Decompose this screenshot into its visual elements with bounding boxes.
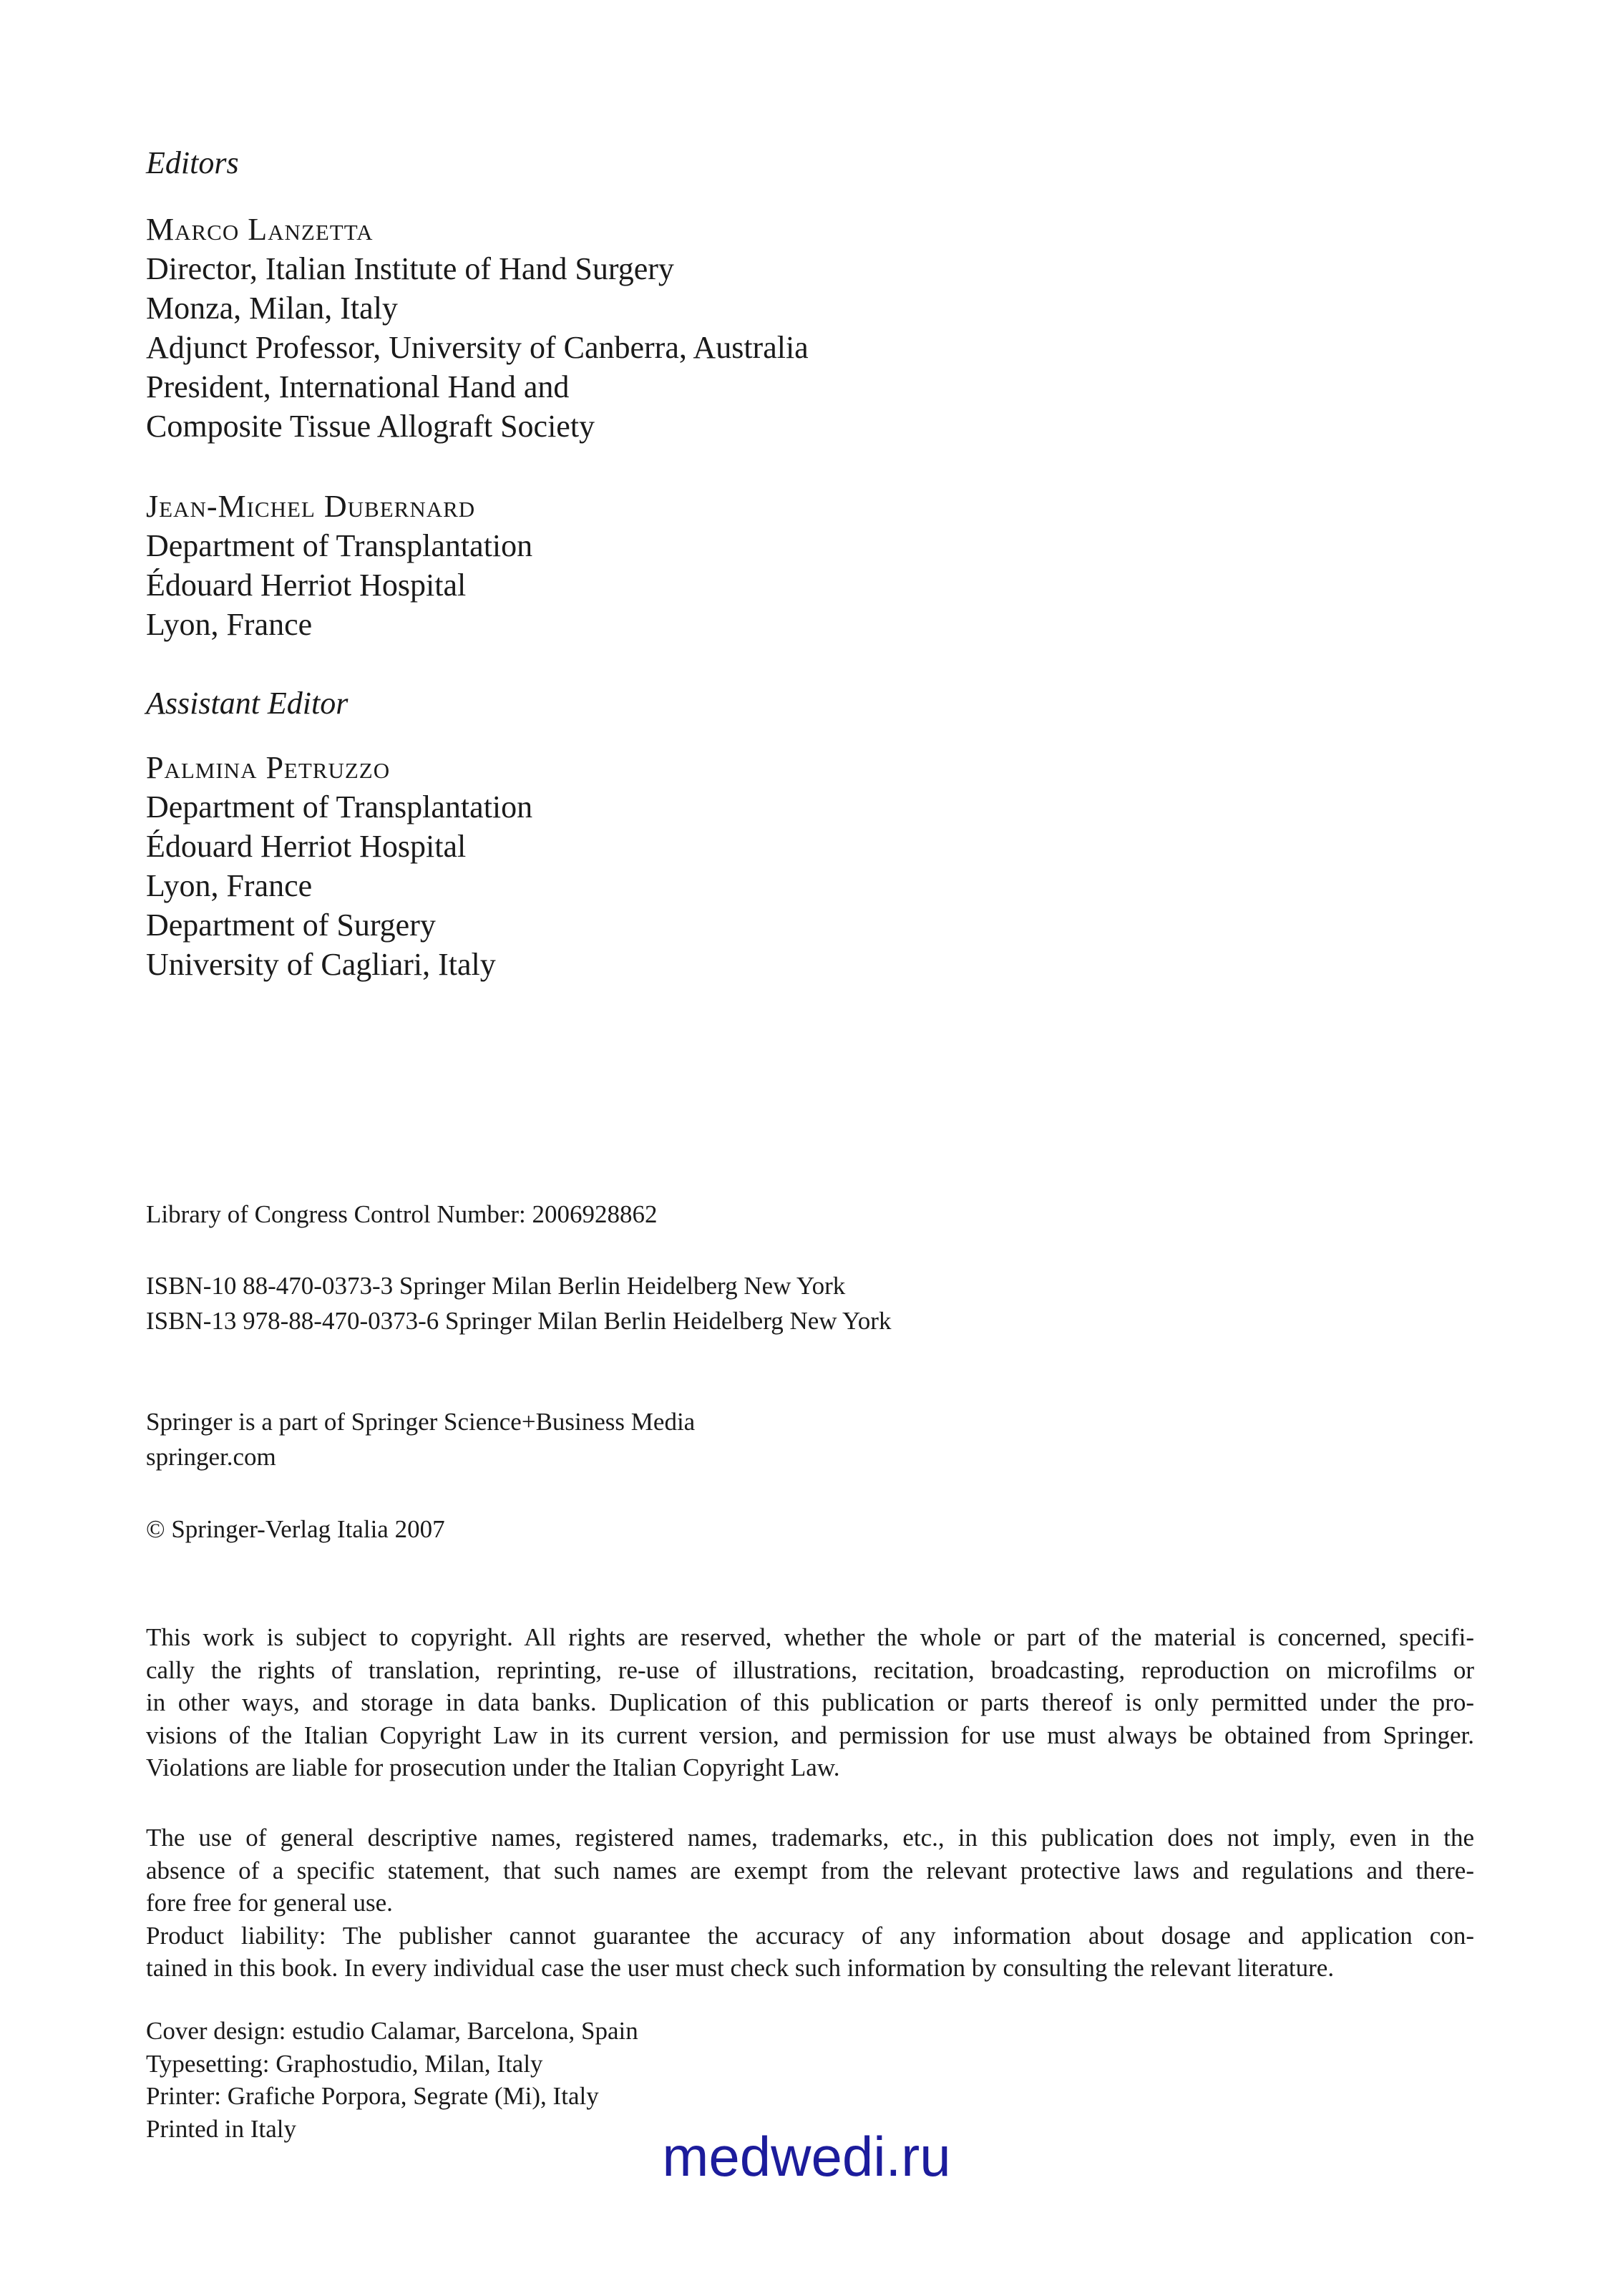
assistant-editor-affiliation-line: University of Cagliari, Italy (146, 947, 496, 982)
assistant-editor-affiliation-line: Édouard Herriot Hospital (146, 829, 467, 864)
assistant-editor-affiliation-line: Lyon, France (146, 868, 313, 903)
assistant-editor-heading: Assistant Editor (146, 686, 349, 721)
assistant-editor (146, 748, 532, 984)
editor-1 (146, 210, 809, 446)
paragraph-line: cally the rights of translation, reprinting, re-use of illustrations, recitation, broadcasting, reproduction on microfilms or (146, 1655, 1474, 1684)
liability-notice-paragraph (146, 1920, 1474, 1985)
isbn-block (146, 1268, 891, 1338)
imprint-page (146, 0, 1474, 2296)
editor-affiliation-line: Director, Italian Institute of Hand Surgery (146, 251, 674, 286)
editor-2 (146, 487, 532, 644)
paragraph-line: in other ways, and storage in data banks. Duplication of this publication or parts thereof is only permitted under the pro- (146, 1688, 1474, 1716)
control-number: Library of Congress Control Number: 2006928862 (146, 1200, 658, 1228)
publisher-line: Springer is a part of Springer Science+Business Media (146, 1408, 696, 1436)
paragraph-line: This work is subject to copyright. All rights are reserved, whether the whole or part of the material is concerned, specifi- (146, 1623, 1474, 1651)
names-notice-paragraph (146, 1821, 1474, 1920)
paragraph-line: absence of a specific statement, that such names are exempt from the relevant protective laws and regulations and there- (146, 1856, 1474, 1884)
assistant-editor-affiliation-line: Department of Transplantation (146, 789, 533, 824)
editor-affiliation-line: Monza, Milan, Italy (146, 291, 398, 326)
paragraph-line: visions of the Italian Copyright Law in its current version, and permission for use must always be obtained from Springer. (146, 1721, 1474, 1749)
assistant-editor-name: Palmina Petruzzo (146, 750, 391, 785)
paragraph-line: Violations are liable for prosecution under the Italian Copyright Law. (146, 1753, 840, 1781)
editor-affiliation-line: President, International Hand and (146, 369, 570, 404)
names-notice (146, 1821, 1474, 1985)
typesetting: Typesetting: Graphostudio, Milan, Italy (146, 2049, 543, 2078)
cover-design: Cover design: estudio Calamar, Barcelona, Spain (146, 2017, 638, 2045)
paragraph-line: Product liability: The publisher cannot guarantee the accuracy of any information about dosage and application con- (146, 1921, 1474, 1950)
paragraph-line: The use of general descriptive names, registered names, trademarks, etc., in this publication does not imply, even in the (146, 1824, 1474, 1852)
editor-affiliation-line: Adjunct Professor, University of Canberra, Australia (146, 330, 809, 365)
editor-affiliation-line: Édouard Herriot Hospital (146, 568, 467, 603)
watermark-text: medwedi.ru (662, 2125, 951, 2188)
printer: Printer: Grafiche Porpora, Segrate (Mi), Italy (146, 2082, 599, 2110)
editor-name: Marco Lanzetta (146, 212, 374, 247)
editor-affiliation-line: Lyon, France (146, 607, 313, 642)
assistant-editor-affiliation-line: Department of Surgery (146, 908, 436, 943)
paragraph-line: fore free for general use. (146, 1889, 393, 1917)
editor-affiliation-line: Composite Tissue Allograft Society (146, 409, 595, 444)
editors-heading: Editors (146, 145, 239, 180)
publisher-website: springer.com (146, 1443, 276, 1471)
editors-section (146, 143, 239, 183)
editor-name: Jean-Michel Dubernard (146, 489, 476, 524)
copyright-notice (146, 1621, 1474, 1784)
paragraph-line: tained in this book. In every individual case the user must check such information by consulting the relevant literature. (146, 1954, 1335, 1982)
copyright-line: © Springer-Verlag Italia 2007 (146, 1515, 445, 1543)
copyright-line-block (146, 1512, 445, 1547)
copyright-notice-paragraph (146, 1621, 1474, 1784)
editor-affiliation-line: Department of Transplantation (146, 528, 533, 563)
isbn-13: ISBN-13 978-88-470-0373-6 Springer Milan Berlin Heidelberg New York (146, 1307, 892, 1335)
printed-in: Printed in Italy (146, 2114, 296, 2143)
library-of-congress (146, 1197, 658, 1232)
isbn-10: ISBN-10 88-470-0373-3 Springer Milan Berlin Heidelberg New York (146, 1272, 846, 1300)
assistant-editor-section (146, 684, 348, 724)
publisher-block (146, 1404, 695, 1474)
